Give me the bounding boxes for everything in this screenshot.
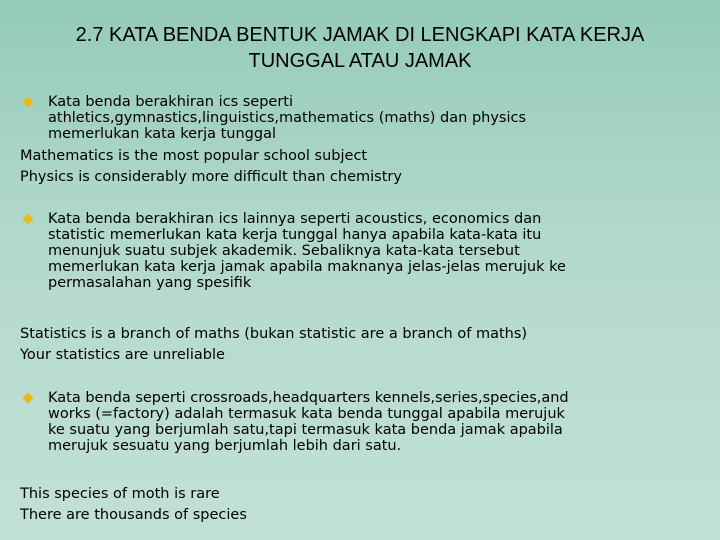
- example-sentence: Mathematics is the most popular school subject: [20, 148, 368, 164]
- bullet-3-line-2: works (=factory) adalah termasuk kata benda tunggal apabila merujuk: [48, 406, 565, 422]
- section-1-examples: [20, 146, 710, 188]
- section-2-examples: [20, 324, 710, 366]
- example-sentence: Physics is considerably more difficult than chemistry: [20, 169, 402, 185]
- diamond-bullet-icon: [22, 392, 33, 403]
- bullet-3-line-4: merujuk sesuatu yang berjumlah lebih dari satu.: [48, 438, 402, 454]
- example-sentence: Statistics is a branch of maths (bukan statistic are a branch of maths): [20, 326, 528, 342]
- bullet-2-line-5: permasalahan yang spesifik: [48, 275, 252, 291]
- bullet-3-line-3: ke suatu yang berjumlah satu,tapi termasuk kata benda jamak apabila: [48, 422, 563, 438]
- slide-title: [0, 22, 720, 74]
- bullet-2-line-1: Kata benda berakhiran ics lainnya seperti acoustics, economics dan: [48, 211, 542, 227]
- section-1: [20, 94, 710, 188]
- bullet-1-line-1: Kata benda berakhiran ics seperti: [48, 94, 294, 110]
- title-line-1: 2.7 KATA BENDA BENTUK JAMAK DI LENGKAPI KATA KERJA: [75, 24, 645, 46]
- bullet-point-2: [20, 211, 710, 291]
- bullet-1-line-3: memerlukan kata kerja tunggal: [48, 126, 276, 142]
- bullet-point-1: [20, 94, 710, 142]
- diamond-bullet-icon: [22, 213, 33, 224]
- bullet-point-3: [20, 390, 710, 454]
- bullet-2-line-4: memerlukan kata kerja jamak apabila maknanya jelas-jelas merujuk ke: [48, 259, 566, 275]
- section-2: [20, 211, 710, 291]
- bullet-2-line-3: menunjuk suatu subjek akademik. Sebaliknya kata-kata tersebut: [48, 243, 520, 259]
- diamond-bullet-icon: [22, 96, 33, 107]
- bullet-2-line-2: statistic memerlukan kata kerja tunggal hanya apabila kata-kata itu: [48, 227, 542, 243]
- title-line-2: TUNGGAL ATAU JAMAK: [248, 50, 472, 72]
- section-3: [20, 390, 710, 454]
- bullet-1-line-2: athletics,gymnastics,linguistics,mathematics (maths) dan physics: [48, 110, 527, 126]
- section-3-examples: [20, 484, 710, 526]
- example-sentence: Your statistics are unreliable: [20, 347, 225, 363]
- bullet-3-line-1: Kata benda seperti crossroads,headquarters kennels,series,species,and: [48, 390, 569, 406]
- example-sentence: This species of moth is rare: [20, 486, 220, 502]
- example-sentence: There are thousands of species: [20, 507, 247, 523]
